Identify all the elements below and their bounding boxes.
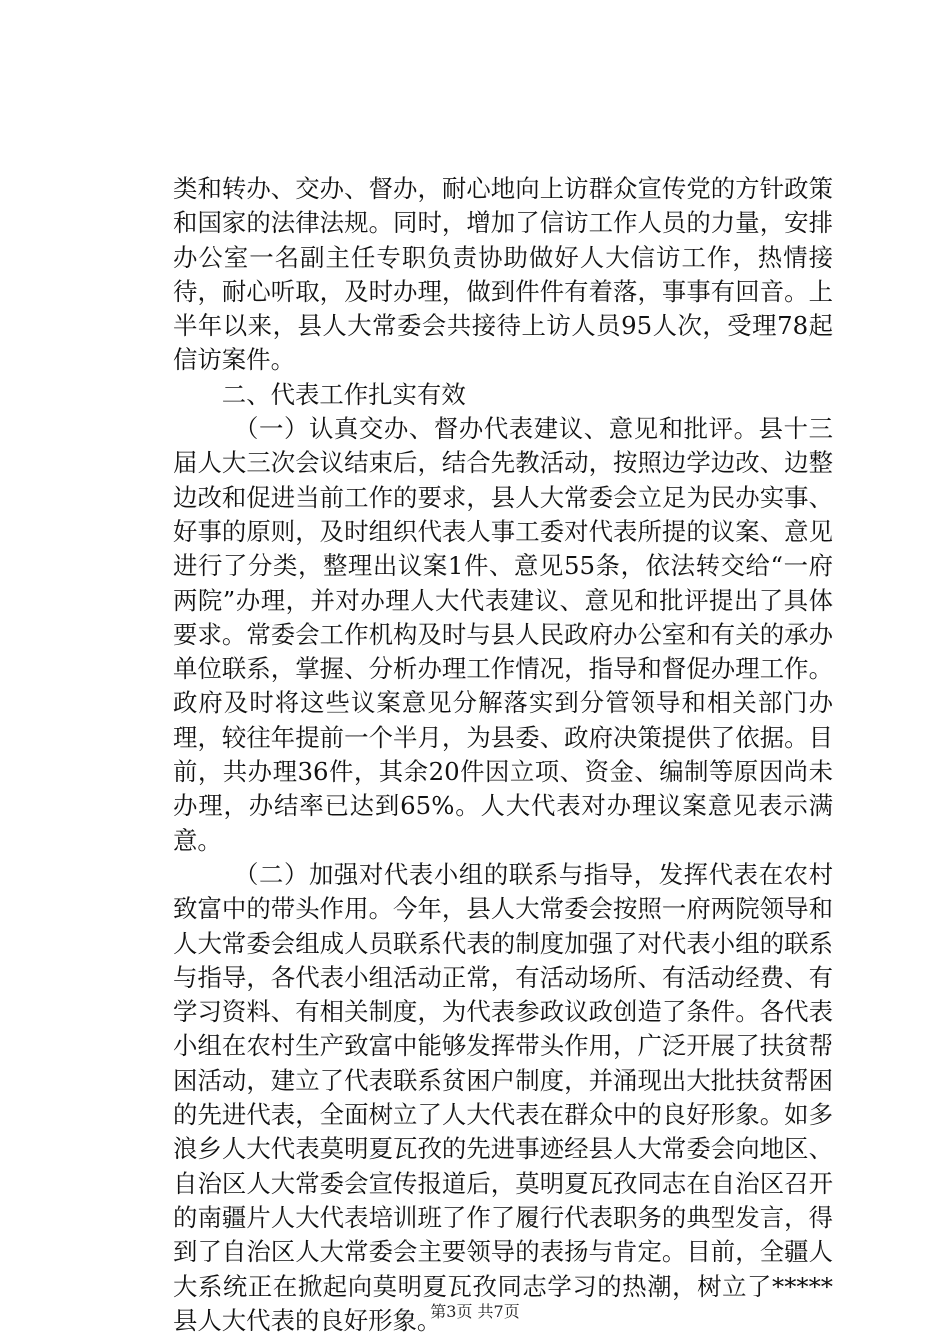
paragraph-subsection-2: （二）加强对代表小组的联系与指导，发挥代表在农村致富中的带头作用。今年，县人大常委会按照一府两院领导和人大常委会组成人员联系代表的制度加强了对代表小组的联系与指导，各代表小组活动正常，有活动场所、有活动经费、有学习资料、有相关制度，为代表参政议政创造了条件。各代表小组在农村生产致富中能够发挥带头作用，广泛开展了扶贫帮困活动，建立了代表联系贫困户制度，并涌现出大批扶贫帮困的先进代表，全面树立了人大代表在群众中的良好形象。如多浪乡人大代表莫明夏瓦孜的先进事迹经县人大常委会向地区、自治区人大常委会宣传报道后，莫明夏瓦孜同志在自治区召开的南疆片人大代表培训班了作了履行代表职务的典型发言，得到了自治区人大常委会主要领导的表扬与肯定。目前，全疆人大系统正在掀起向莫明夏瓦孜同志学习的热潮，树立了*****县人大代表的良好形象。 (173, 859, 833, 1335)
paragraph-subsection-1: （一）认真交办、督办代表建议、意见和批评。县十三届人大三次会议结束后，结合先教活动，按照边学边改、边整边改和促进当前工作的要求，县人大常委会立足为民办实事、好事的原则，及时组织代表人事工委对代表所提的议案、意见进行了分类，整理出议案1件、意见55条，依法转交给“一府两院”办理，并对办理人大代表建议、意见和批评提出了具体要求。常委会工作机构及时与县人民政府办公室和有关的承办单位联系，掌握、分析办理工作情况，指导和督促办理工作。政府及时将这些议案意见分解落实到分管领导和相关部门办理，较往年提前一个半月，为县委、政府决策提供了依据。目前，共办理36件，其余20件因立项、资金、编制等原因尚未办理，办结率已达到65%。人大代表对办理议案意见表示满意。 (173, 414, 833, 855)
paragraph-continuation: 类和转办、交办、督办，耐心地向上访群众宣传党的方针政策和国家的法律法规。同时，增加了信访工作人员的力量，安排办公室一名副主任专职负责协助做好人大信访工作，热情接待，耐心听取，及时办理，做到件件有着落，事事有回音。上半年以来，县人大常委会共接待上访人员95人次，受理78起信访案件。 (173, 174, 833, 375)
document-body (173, 172, 833, 1338)
page-number: 第3页 共7页 (430, 1302, 520, 1321)
section-heading: 二、代表工作扎实有效 (221, 379, 466, 409)
page-footer (0, 1302, 950, 1322)
